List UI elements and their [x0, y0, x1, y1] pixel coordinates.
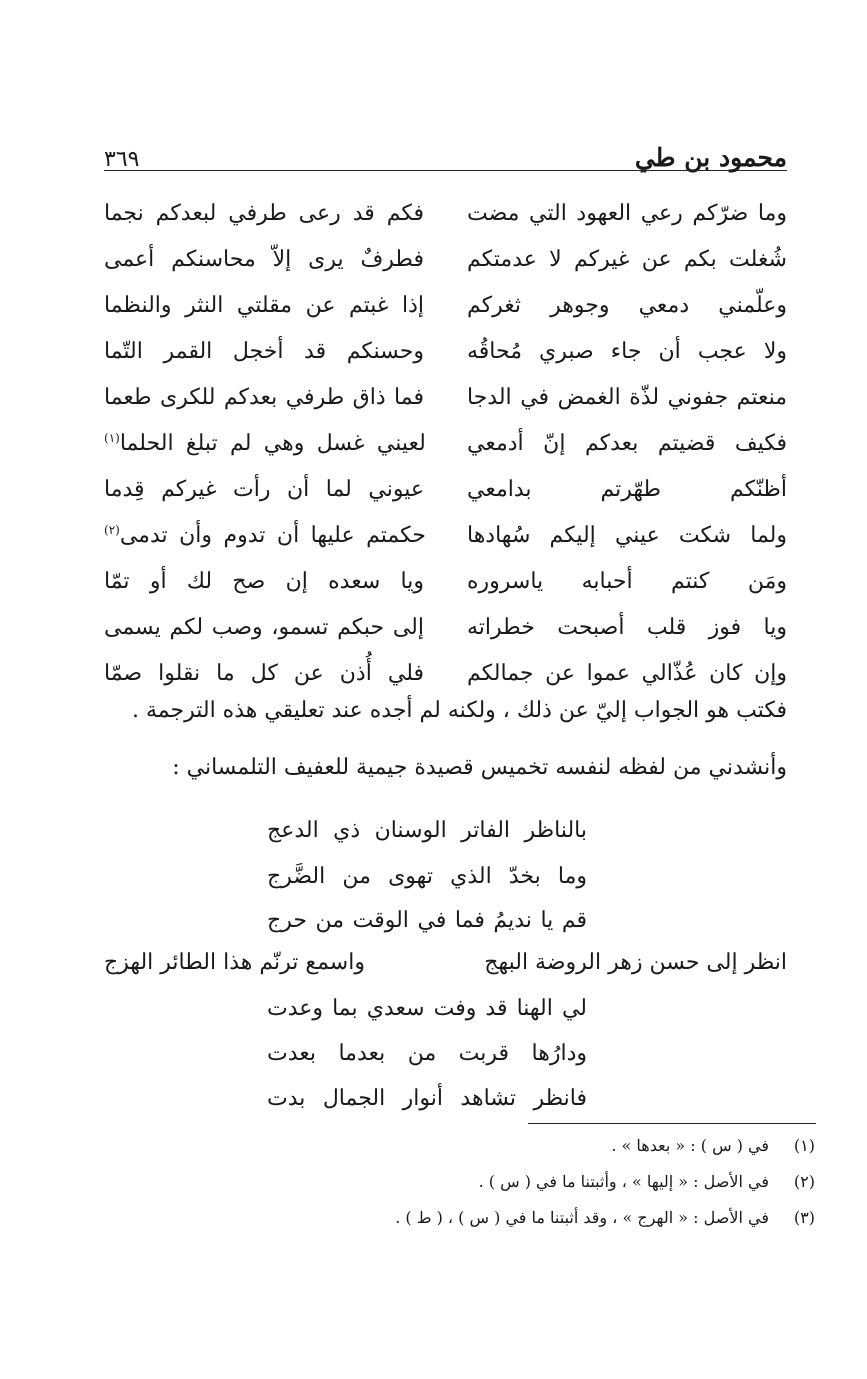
footnote-mark: (١) — [104, 430, 120, 445]
verse-line — [104, 604, 787, 650]
footnote-number: (٢) — [793, 1172, 815, 1191]
first-hemistich: ولا عجب أن جاء صبري مُحاقُه — [467, 338, 787, 364]
verse-line — [104, 420, 787, 466]
verse-line — [104, 190, 787, 236]
verse-line — [104, 282, 787, 328]
footnote-mark: (٢) — [104, 522, 120, 537]
verse-line — [104, 374, 787, 420]
second-hemistich: ويا سعده إن صح لك أو تمّا — [104, 568, 424, 594]
first-hemistich: انظر إلى حسن زهر الروضة البهج — [484, 950, 787, 975]
first-hemistich: وإن كان عُذّالي عموا عن جمالكم — [467, 660, 787, 686]
verse-line — [104, 558, 787, 604]
takhmis-line: ودارُها قربت من بعدما بعدت — [267, 1041, 587, 1066]
takhmis-full-verse — [104, 950, 787, 975]
verse-line — [104, 650, 787, 696]
second-hemistich: فما ذاق طرفي بعدكم للكرى طعما — [104, 384, 424, 410]
first-hemistich: أظنّكم طهّرتم بدامعي — [467, 476, 787, 502]
prose-paragraph: وأنشدني من لفظه لنفسه تخميس قصيدة جيمية للعفيف التلمساني : — [172, 755, 787, 780]
second-hemistich: حكمتم عليها أن تدوم وأن تدمى — [119, 522, 426, 548]
second-hemistich: إلى حبكم تسمو، وصب لكم يسمى — [104, 614, 424, 640]
footnote — [115, 1208, 815, 1227]
footnote-number: (٣) — [793, 1208, 815, 1227]
first-hemistich: وعلّمني دمعي وجوهر ثغركم — [467, 292, 787, 318]
first-hemistich: شُغلت بكم عن غيركم لا عدمتكم — [467, 246, 787, 272]
second-hemistich: وحسنكم قد أخجل القمر التّما — [104, 338, 424, 364]
second-hemistich: فكم قد رعى طرفي لبعدكم نجما — [104, 200, 424, 226]
verse-line — [104, 512, 787, 558]
first-hemistich: ويا فوز قلب أصبحت خطراته — [467, 614, 787, 640]
poem — [104, 190, 787, 696]
prose-paragraph: فكتب هو الجواب إليّ عن ذلك ، ولكنه لم أجده عند تعليقي هذه الترجمة . — [131, 698, 787, 723]
second-hemistich-wrap — [104, 431, 426, 456]
footnote — [115, 1172, 815, 1191]
first-hemistich: وما ضرّكم رعي العهود التي مضت — [467, 200, 787, 226]
footnote-text: في الأصل : « الهرج » ، وقد أثبتنا ما في ( س ) ، ( ط ) . — [395, 1208, 769, 1227]
first-hemistich: منعتم جفوني لذّة الغمض في الدجا — [467, 384, 787, 410]
running-title: محمود بن طي — [634, 143, 787, 172]
takhmis-line: وما بخدّ الذي تهوى من الضَّرج — [267, 864, 587, 889]
second-hemistich: فطرفٌ يرى إلاّ محاسنكم أعمى — [104, 246, 424, 272]
footnote-text: في الأصل : « إليها » ، وأثبتنا ما في ( س ) . — [478, 1172, 769, 1191]
second-hemistich: عيوني لما أن رأت غيركم قِدما — [104, 476, 424, 502]
footnote — [115, 1136, 815, 1155]
second-hemistich: فلي أُذن عن كل ما نقلوا صمّا — [104, 660, 424, 686]
second-hemistich: لعيني غسل وهي لم تبلغ الحلما — [119, 430, 426, 456]
takhmis-line: قم يا نديمُ فما في الوقت من حرج — [267, 908, 587, 933]
takhmis-line: فانظر تشاهد أنوار الجمال بدت — [267, 1086, 587, 1111]
verse-line — [104, 328, 787, 374]
second-hemistich: إذا غبتم عن مقلتي النثر والنظما — [104, 292, 424, 318]
header-rule — [104, 170, 787, 171]
footnote-text: في ( س ) : « بعدها » . — [611, 1136, 769, 1155]
page-number: ٣٦٩ — [104, 147, 140, 172]
verse-line — [104, 466, 787, 512]
second-hemistich: واسمع ترنّم هذا الطائر الهزج — [104, 950, 365, 975]
first-hemistich: ولما شكت عيني إليكم سُهادها — [467, 522, 787, 548]
verse-line — [104, 236, 787, 282]
takhmis-line: لي الهنا قد وفت سعدي بما وعدت — [267, 996, 587, 1021]
first-hemistich: فكيف قضيتم بعدكم إنّ أدمعي — [467, 430, 787, 456]
first-hemistich: ومَن كنتم أحبابه ياسروره — [467, 568, 787, 594]
footnote-rule — [528, 1123, 816, 1124]
footnote-number: (١) — [793, 1136, 815, 1155]
second-hemistich-wrap — [104, 523, 426, 548]
takhmis-line: بالناظر الفاتر الوسنان ذي الدعج — [267, 818, 587, 843]
running-header — [104, 128, 787, 172]
